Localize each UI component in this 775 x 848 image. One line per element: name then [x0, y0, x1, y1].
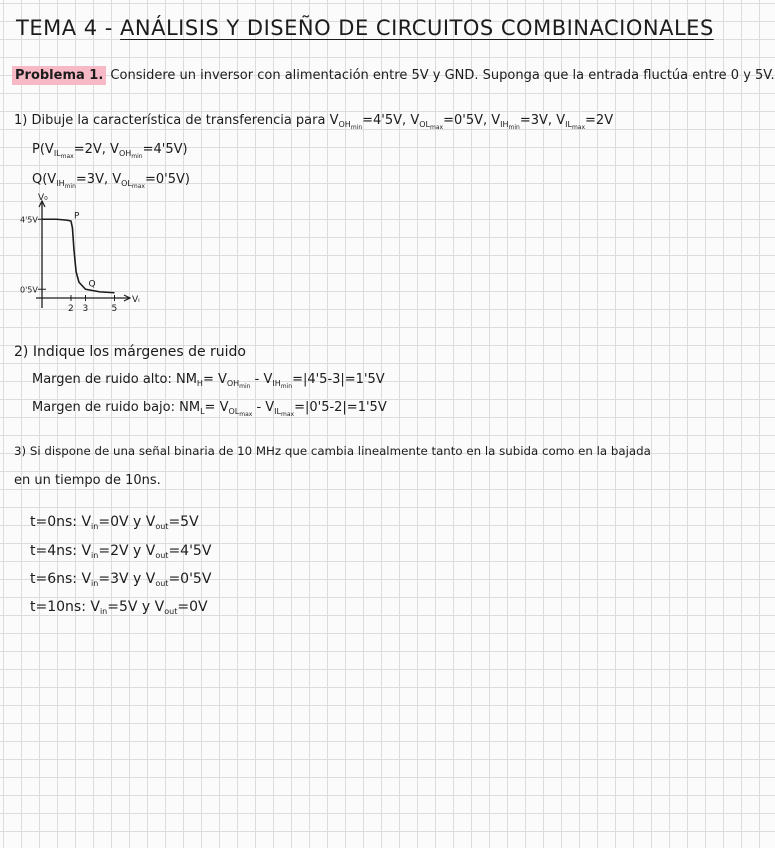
q1-v1-sub: OH	[338, 120, 351, 129]
q-end: =0'5V)	[144, 172, 190, 187]
q-mid: =3V, V	[75, 172, 122, 187]
row2-t: t=6ns: V	[30, 571, 92, 587]
title-underlined: ANÁLISIS Y DISEÑO DE CIRCUITOS COMBINACIONALES	[120, 16, 714, 40]
row3-b: =0V	[177, 599, 208, 615]
row2-a: =3V y V	[98, 571, 156, 587]
problem-statement	[12, 68, 775, 83]
q1-v3-val: =3V,	[519, 113, 553, 128]
q3-row-0	[30, 514, 199, 531]
page-title	[16, 16, 714, 40]
bajo-s1: OL	[228, 407, 240, 416]
p-end: =4'5V)	[142, 142, 188, 157]
q-subsub: min	[64, 183, 76, 190]
q1-v4-sub: IL	[565, 120, 572, 129]
q1-v1-subsub: min	[350, 124, 363, 131]
row3-s1: in	[99, 607, 108, 616]
bajo-sub: L	[200, 407, 205, 416]
row0-b: =5V	[168, 514, 199, 530]
q-sub2: OL	[121, 179, 132, 188]
q3-line2: en un tiempo de 10ns.	[14, 473, 161, 488]
bajo-ss2: max	[281, 411, 295, 418]
bajo-result: =|0'5-2|=1'5V	[294, 400, 387, 415]
bajo-minus: - V	[252, 400, 275, 415]
q1-v1: V	[329, 113, 339, 128]
row2-s2: out	[155, 579, 169, 588]
row3-s2: out	[164, 607, 178, 616]
row3-t: t=10ns: V	[30, 599, 100, 615]
transfer-chart	[0, 190, 160, 330]
p-subsub: max	[60, 153, 74, 160]
p-mid: =2V, V	[73, 142, 119, 157]
alto-label: Margen de ruido alto: NM	[32, 372, 197, 387]
q3-row-2	[30, 571, 211, 588]
q3-line1: 3) Si dispone de una señal binaria de 10 MHz que cambia linealmente tanto en la subida como en la bajada	[14, 444, 651, 458]
y-tick-label: 0'5V	[20, 285, 38, 295]
q-subsub2: max	[131, 183, 145, 190]
transfer-curve	[42, 219, 115, 293]
q3-row-3	[30, 599, 208, 616]
q-sub: IH	[56, 179, 65, 188]
q1-v4-subsub: max	[571, 124, 586, 131]
alto-minus: - V	[250, 372, 273, 387]
q1-v4: V	[556, 113, 566, 128]
q1-v2: V	[410, 113, 420, 128]
alto-sub: H	[196, 379, 203, 388]
problem-text: Considere un inversor con alimentación entre 5V y GND. Suponga que la entrada fluctúa entre 0 y 5V.	[110, 68, 775, 83]
row0-s2: out	[155, 522, 169, 531]
y-axis-label: V₀	[38, 193, 48, 203]
row1-b: =4'5V	[168, 543, 212, 559]
annotation-q: Q	[88, 279, 96, 290]
y-tick-label: 4'5V	[20, 215, 38, 225]
point-q	[32, 172, 190, 190]
q1-v2-sub: OL	[419, 120, 430, 129]
noise-margin-high	[32, 372, 385, 390]
bajo-ss1: max	[239, 411, 253, 418]
bajo-label: Margen de ruido bajo: NM	[32, 400, 201, 415]
p-subsub2: min	[131, 153, 143, 160]
q1-v2-subsub: max	[430, 124, 444, 131]
row1-a: =2V y V	[98, 543, 156, 559]
chart-ticks	[20, 215, 117, 314]
row1-s2: out	[155, 551, 169, 560]
q1-v3: V	[491, 113, 501, 128]
row0-s1: in	[91, 522, 99, 531]
p-sub2: OH	[118, 149, 132, 158]
alto-result: =|4'5-3|=1'5V	[292, 372, 385, 387]
q1-prefix: 1) Dibuje la característica de transferencia para	[14, 113, 330, 128]
alto-ss1: min	[239, 383, 251, 390]
bajo-eq: = V	[204, 400, 229, 415]
q-pre: Q(V	[32, 172, 57, 187]
x-tick-label: 3	[82, 304, 89, 314]
problem-label: Problema 1.	[12, 66, 106, 85]
q2-heading: 2) Indique los márgenes de ruido	[14, 344, 246, 360]
x-axis-label: Vᵢ	[132, 295, 140, 305]
chart-labels	[38, 193, 140, 305]
row2-s1: in	[91, 579, 99, 588]
x-tick-label: 2	[68, 304, 74, 314]
title-prefix: TEMA 4 -	[16, 16, 121, 40]
alto-ss2: min	[280, 383, 293, 390]
row0-a: =0V y V	[98, 514, 156, 530]
annotation-p: P	[74, 211, 80, 222]
q3-row-1	[30, 543, 211, 560]
noise-margin-low	[32, 400, 387, 418]
chart-curve	[42, 219, 115, 293]
q1-v3-subsub: min	[508, 124, 520, 131]
q1-heading	[14, 113, 613, 131]
point-p	[32, 142, 188, 160]
q1-v3-sub: IH	[500, 120, 509, 129]
q1-v2-val: =0'5V,	[443, 113, 488, 128]
alto-s1: OH	[226, 379, 240, 388]
row0-t: t=0ns: V	[30, 514, 92, 530]
alto-eq: = V	[202, 372, 227, 387]
q1-v1-val: =4'5V,	[362, 113, 407, 128]
p-pre: P(V	[32, 142, 54, 157]
chart-axes	[36, 201, 130, 308]
p-sub: IL	[53, 149, 61, 158]
row1-s1: in	[91, 551, 99, 560]
x-tick-label: 5	[111, 304, 118, 314]
bajo-s2: IL	[274, 407, 281, 416]
alto-s2: IH	[272, 379, 281, 388]
row3-a: =5V y V	[107, 599, 165, 615]
row2-b: =0'5V	[168, 571, 212, 587]
row1-t: t=4ns: V	[30, 543, 92, 559]
q1-v4-val: =2V	[585, 113, 614, 128]
